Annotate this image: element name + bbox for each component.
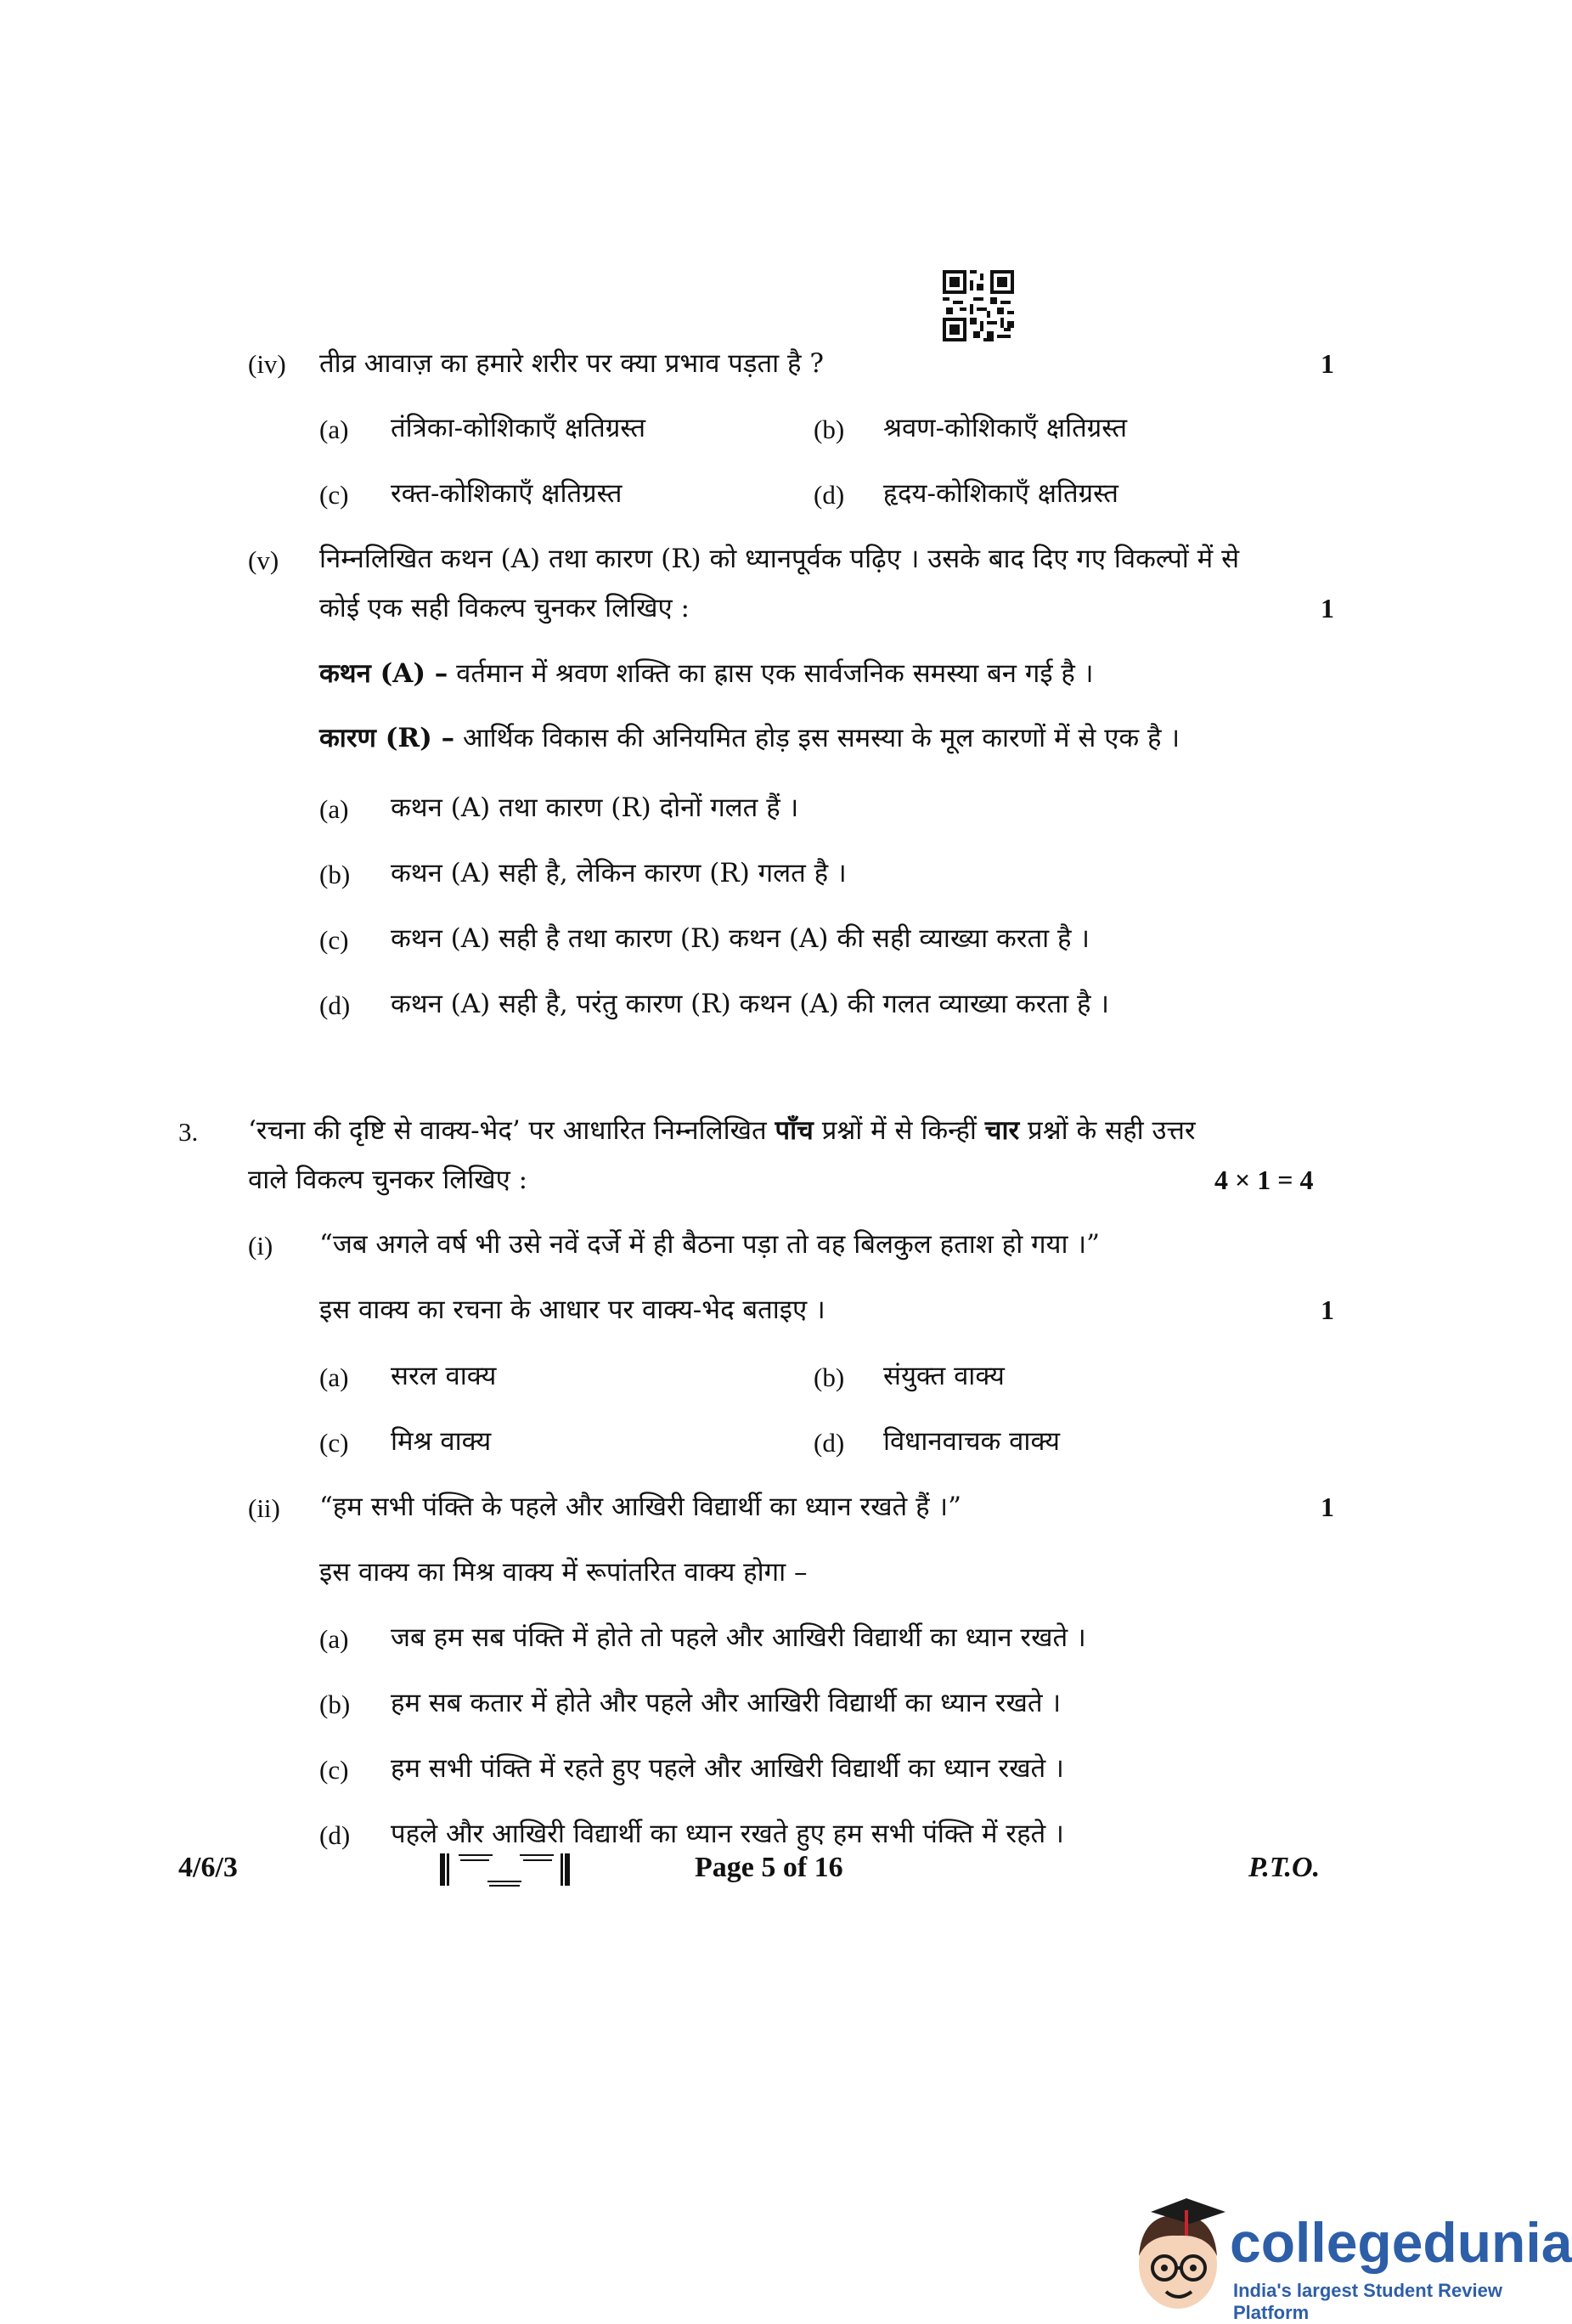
paper-code: 4/6/3: [178, 1852, 238, 1883]
marks: 1: [1321, 1295, 1334, 1325]
pto-label: P.T.O.: [1248, 1852, 1321, 1883]
option-label: (c): [319, 1755, 349, 1785]
barcode-icon: [437, 1852, 572, 1887]
option-label: (b): [319, 1689, 351, 1719]
emphasis-five: पाँच: [775, 1115, 814, 1146]
option-label: (c): [319, 925, 349, 955]
option-label: (d): [814, 480, 845, 510]
option-text: विधानवाचक वाक्य: [883, 1426, 1061, 1457]
sub-question-number: (ii): [248, 1493, 280, 1523]
option-text: श्रवण-कोशिकाएँ क्षतिग्रस्त: [883, 413, 1127, 443]
option-label: (a): [319, 1624, 349, 1654]
assertion-text: वर्तमान में श्रवण शक्ति का ह्रास एक सार्वजनिक समस्या बन गई है ।: [456, 658, 1094, 689]
text-part: ‘रचना की दृष्टि से वाक्य-भेद’ पर आधारित निम्नलिखित: [248, 1115, 775, 1146]
sub-question-quote: “जब अगले वर्ष भी उसे नवें दर्जे में ही बैठना पड़ा तो वह बिलकुल हताश हो गया ।”: [319, 1229, 1101, 1260]
option-text: रक्त-कोशिकाएँ क्षतिग्रस्त: [391, 478, 623, 509]
page-number: Page 5 of 16: [695, 1852, 843, 1883]
option-text: कथन (A) सही है, लेकिन कारण (R) गलत है ।: [391, 858, 847, 888]
marks: 1: [1321, 1492, 1334, 1522]
assertion: [319, 657, 1093, 691]
question-text-line-2: वाले विकल्प चुनकर लिखिए :: [248, 1165, 528, 1195]
option-text: सरल वाक्य: [391, 1361, 497, 1391]
question-text-line-1: निम्नलिखित कथन (A) तथा कारण (R) को ध्यानपूर्वक पढ़िए । उसके बाद दिए गए विकल्पों में से: [319, 544, 1240, 574]
question-number: (v): [248, 545, 279, 575]
option-label: (c): [319, 1428, 349, 1458]
option-label: (d): [814, 1428, 845, 1458]
brand-name: collegedunia: [1230, 2211, 1572, 2274]
text-part: प्रश्नों में से किन्हीं: [813, 1115, 985, 1146]
option-text: हम सभी पंक्ति में रहते हुए पहले और आखिरी विद्यार्थी का ध्यान रखते ।: [391, 1753, 1064, 1784]
option-text: हम सब कतार में होते और पहले और आखिरी विद्यार्थी का ध्यान रखते ।: [391, 1688, 1062, 1718]
option-label: (d): [319, 990, 351, 1020]
option-label: (b): [319, 860, 351, 889]
option-text: हृदय-कोशिकाएँ क्षतिग्रस्त: [883, 478, 1118, 509]
option-label: (b): [814, 415, 845, 444]
marks: 1: [1321, 348, 1334, 379]
reason-label: कारण (R) –: [319, 723, 455, 753]
question-text-line-1: [248, 1114, 1196, 1148]
text-part: प्रश्नों के सही उत्तर: [1019, 1115, 1196, 1146]
option-label: (a): [319, 794, 349, 824]
sub-question-instruction: इस वाक्य का रचना के आधार पर वाक्य-भेद बताइए ।: [319, 1295, 825, 1325]
qr-code-icon: [943, 270, 1014, 341]
marks: 4 × 1 = 4: [1214, 1165, 1314, 1195]
question-text-line-2: कोई एक सही विकल्प चुनकर लिखिए :: [319, 593, 690, 623]
reason-text: आर्थिक विकास की अनियमित होड़ इस समस्या के मूल कारणों में से एक है ।: [462, 723, 1180, 753]
option-label: (a): [319, 1362, 349, 1392]
option-label: (d): [319, 1820, 351, 1850]
option-label: (a): [319, 415, 349, 444]
option-label: (c): [319, 480, 349, 510]
option-text: कथन (A) सही है तथा कारण (R) कथन (A) की सही व्याख्या करता है ।: [391, 923, 1090, 954]
mascot-logo-icon: [1125, 2197, 1236, 2316]
option-text: जब हम सब पंक्ति में होते तो पहले और आखिरी विद्यार्थी का ध्यान रखते ।: [391, 1622, 1086, 1653]
marks: 1: [1321, 593, 1334, 623]
option-text: कथन (A) तथा कारण (R) दोनों गलत हैं ।: [391, 793, 799, 823]
option-text: मिश्र वाक्य: [391, 1426, 492, 1457]
brand-tagline: India's largest Student Review Platform: [1233, 2280, 1502, 2323]
option-label: (b): [814, 1362, 845, 1392]
option-text: कथन (A) सही है, परंतु कारण (R) कथन (A) की गलत व्याख्या करता है ।: [391, 989, 1110, 1019]
sub-question-number: (i): [248, 1231, 273, 1261]
assertion-label: कथन (A) –: [319, 658, 448, 689]
option-text: संयुक्त वाक्य: [883, 1361, 1005, 1391]
option-text: पहले और आखिरी विद्यार्थी का ध्यान रखते हुए हम सभी पंक्ति में रहते ।: [391, 1819, 1064, 1849]
sub-question-quote: “हम सभी पंक्ति के पहले और आखिरी विद्यार्थी का ध्यान रखते हैं ।”: [319, 1492, 961, 1522]
question-number: 3.: [178, 1117, 199, 1147]
question-text: तीव्र आवाज़ का हमारे शरीर पर क्या प्रभाव पड़ता है ?: [319, 348, 824, 379]
emphasis-four: चार: [984, 1115, 1020, 1146]
option-text: तंत्रिका-कोशिकाएँ क्षतिग्रस्त: [391, 413, 646, 443]
sub-question-instruction: इस वाक्य का मिश्र वाक्य में रूपांतरित वाक्य होगा –: [319, 1557, 808, 1588]
reason: [319, 721, 1180, 755]
question-number: (iv): [248, 349, 286, 379]
